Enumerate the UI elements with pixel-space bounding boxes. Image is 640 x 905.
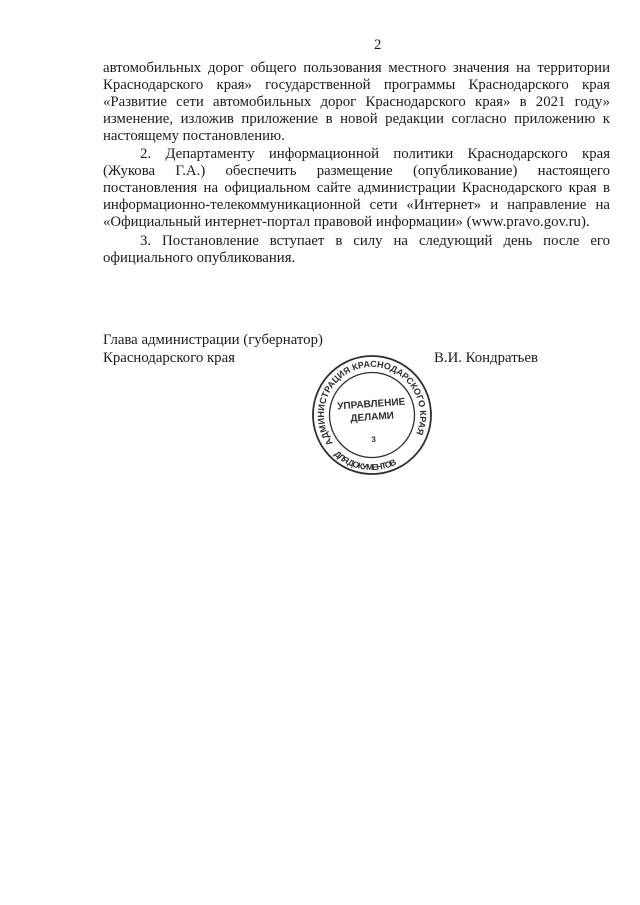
text-line: Краснодарского края» государственной программы Краснодарского края	[103, 76, 610, 93]
text-line: автомобильных дорог общего пользования местного значения на территории	[103, 60, 610, 76]
stamp-ring-bottom-label: ДЛЯ ДОКУМЕНТОВ	[332, 448, 398, 473]
text-line: 3. Постановление вступает в силу на следующий день после его	[140, 232, 610, 249]
stamp-center-line-1: УПРАВЛЕНИЕ	[336, 396, 406, 413]
official-stamp	[310, 353, 434, 477]
text-line: официального опубликования.	[103, 249, 296, 266]
signatory-title: Глава администрации (губернатор)	[103, 332, 323, 348]
signatory-name: В.И. Кондратьев	[434, 350, 538, 366]
paragraph-continuation	[103, 60, 610, 144]
text-line: 2. Департаменту информационной политики Краснодарского края	[140, 146, 610, 163]
text-line: изменение, изложив приложение в новой редакции согласно приложению к	[103, 110, 610, 127]
document-body	[103, 60, 610, 267]
text-line: (Жукова Г.А.) обеспечить размещение (опубликование) настоящего	[103, 163, 610, 180]
text-line: «Официальный интернет-портал правовой информации» (www.pravo.gov.ru).	[103, 214, 590, 231]
text-line: «Развитие сети автомобильных дорог Краснодарского края» в 2021 году»	[103, 93, 610, 110]
signatory-region: Краснодарского края	[103, 350, 235, 366]
paragraph-item-3	[103, 233, 610, 267]
text-line: постановления на официальном сайте администрации Краснодарского края в	[103, 180, 610, 197]
stamp-center-line-2: ДЕЛАМИ	[350, 410, 395, 425]
stamp-number: 3	[371, 434, 377, 445]
stamp-ring-top-label: АДМИНИСТРАЦИЯ КРАСНОДАРСКОГО КРАЯ	[315, 358, 429, 448]
stamp-ring-bottom-text	[332, 445, 398, 475]
text-line: настоящему постановлению.	[103, 127, 285, 144]
page-number: 2	[374, 37, 382, 53]
paragraph-item-2	[103, 146, 610, 230]
text-line: информационно-телекоммуникационной сети «Интернет» и направление на	[103, 197, 610, 214]
